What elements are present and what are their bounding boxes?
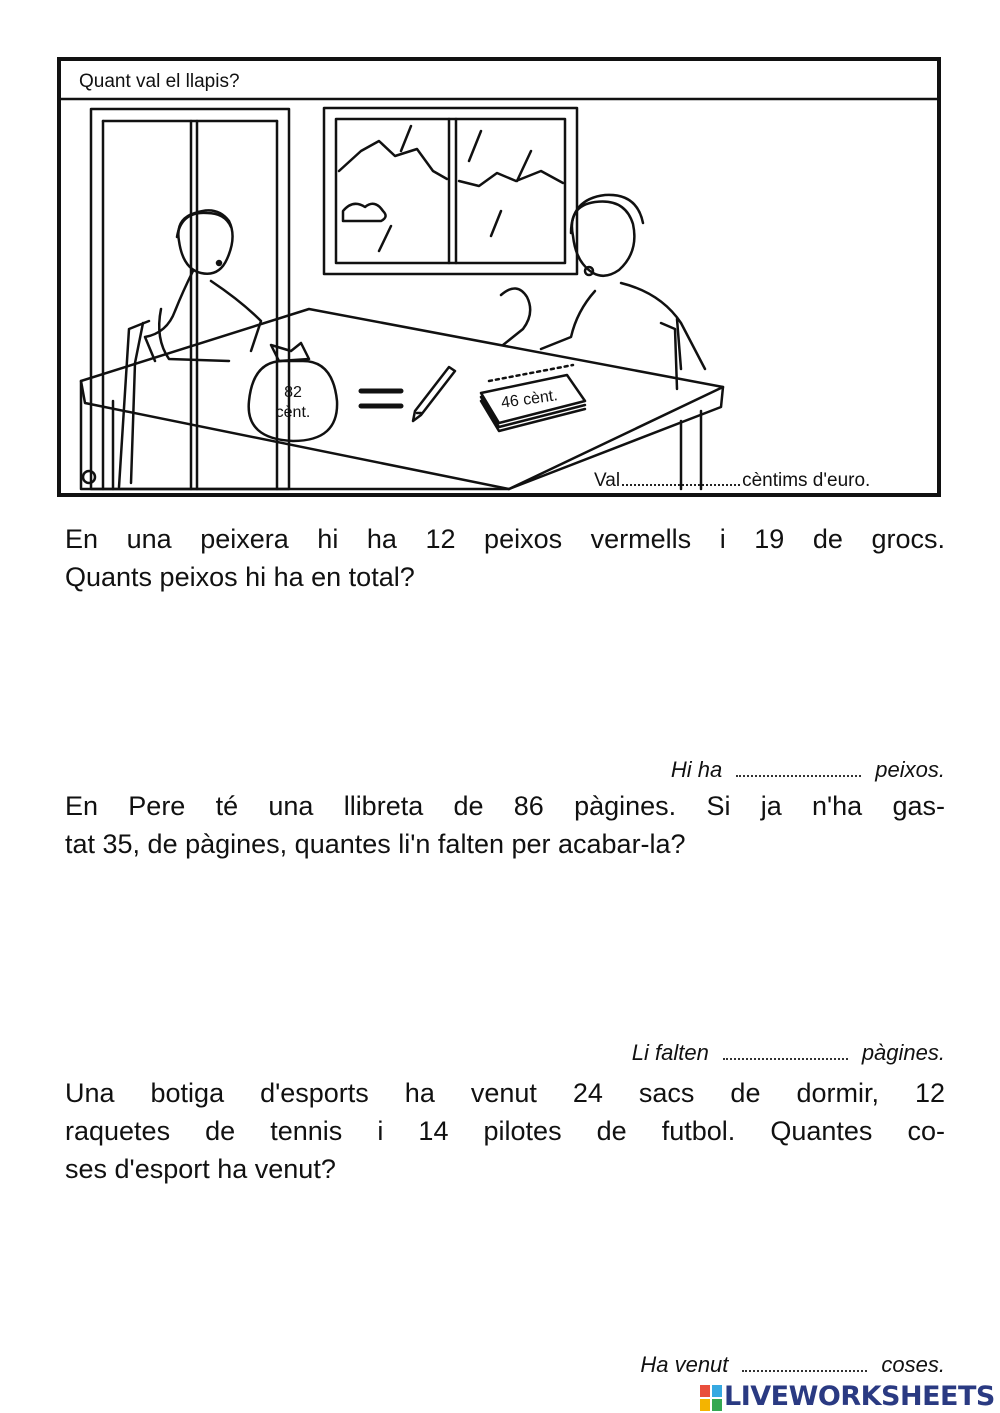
problem-1-answer-prefix: Hi ha — [670, 757, 723, 782]
illustration-answer-prefix: Val — [594, 470, 621, 491]
problem-3-answer-blank[interactable] — [742, 1370, 867, 1372]
illustration-answer-line — [594, 470, 870, 492]
illustration-answer-suffix: cèntims d'euro. — [742, 470, 871, 491]
problem-2-line-2: tat 35, de pàgines, quantes li'n falten per acabar-la? — [65, 829, 686, 859]
problem-1-answer-blank[interactable] — [736, 775, 861, 777]
bag-price-label — [258, 383, 328, 423]
illustration-answer-blank[interactable] — [622, 484, 740, 486]
problem-3-line-3: ses d'esport ha venut? — [65, 1154, 336, 1184]
problem-1-answer-suffix: peixos. — [875, 757, 945, 782]
problem-2-answer-blank[interactable] — [723, 1058, 848, 1060]
problem-1-line-1: En una peixera hi ha 12 peixos vermells i 19 de grocs. — [65, 524, 945, 554]
bag-price-unit: cènt. — [275, 404, 311, 421]
problem-2-answer — [632, 1040, 945, 1066]
liveworksheets-logo-icon — [700, 1385, 722, 1411]
liveworksheets-logo — [700, 1381, 995, 1411]
problem-3-answer — [640, 1352, 945, 1378]
problem-3-answer-prefix: Ha venut — [640, 1352, 729, 1377]
problem-3 — [65, 1074, 945, 1188]
illustration-frame — [57, 57, 941, 497]
problem-2-answer-suffix: pàgines. — [861, 1040, 945, 1065]
problem-2-line-1: En Pere té una llibreta de 86 pàgines. Si ja n'ha gas- — [65, 791, 945, 821]
problem-3-line-2: raquetes de tennis i 14 pilotes de futbol. Quantes co- — [65, 1116, 945, 1146]
problem-3-answer-suffix: coses. — [881, 1352, 945, 1377]
notebook-price-label: 46 cènt. — [500, 387, 559, 412]
problem-3-line-1: Una botiga d'esports ha venut 24 sacs de dormir, 12 — [65, 1078, 945, 1108]
liveworksheets-logo-text: LIVEWORKSHEETS — [724, 1381, 995, 1412]
illustration-title: Quant val el llapis? — [79, 71, 240, 92]
classroom-illustration — [61, 61, 937, 493]
problem-2 — [65, 787, 945, 863]
problem-2-answer-prefix: Li falten — [631, 1040, 709, 1065]
problem-1-line-2: Quants peixos hi ha en total? — [65, 562, 415, 592]
problem-1 — [65, 520, 945, 596]
problem-1-answer — [671, 757, 945, 783]
bag-price-value: 82 — [284, 384, 302, 401]
